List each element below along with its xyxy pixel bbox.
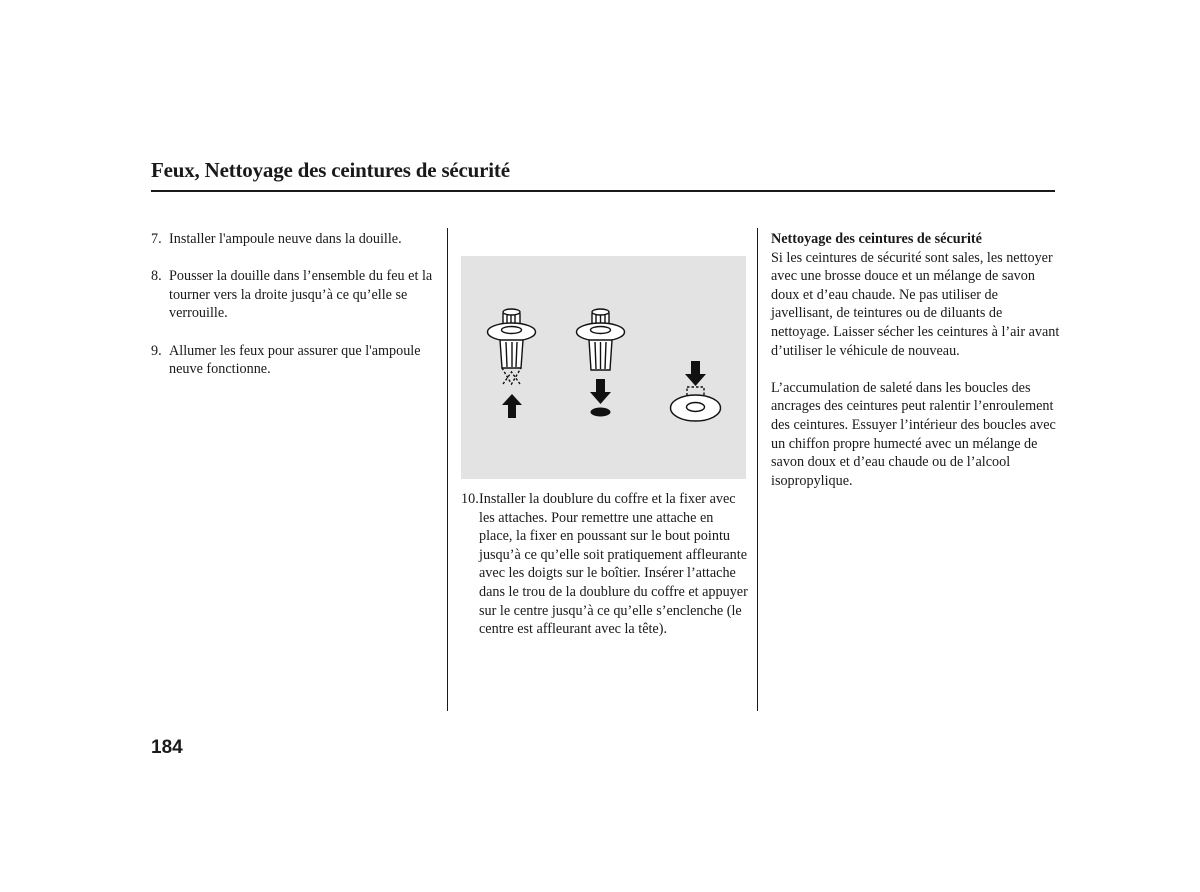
step-text: Pousser la douille dans l’ensemble du feu et la tourner vers la droite jusqu’à ce qu’elle se verrouille.: [169, 268, 433, 322]
step-number: 8.: [151, 268, 162, 285]
page-title: Feux, Nettoyage des ceintures de sécurité: [151, 158, 510, 182]
trim-hole-illustration: [671, 387, 721, 421]
arrow-up-icon: [502, 394, 522, 418]
section-heading: Nettoyage des ceintures de sécurité: [771, 231, 982, 247]
column-divider-right: [757, 228, 758, 711]
page-number: 184: [151, 737, 183, 758]
clip-installation-figure: [461, 256, 746, 479]
step-10: [461, 490, 748, 639]
arrow-down-icon: [685, 361, 706, 386]
clip-push-tip-illustration: [488, 309, 536, 384]
step-item: [151, 267, 436, 323]
step-number: 10.: [461, 491, 479, 507]
step-number: 9.: [151, 342, 162, 359]
step-item: [151, 230, 436, 249]
arrow-down-icon: [590, 379, 611, 404]
clip-flush-illustration: [577, 309, 625, 370]
column-divider-left: [447, 228, 448, 711]
title-rule: [151, 190, 1055, 192]
paragraph: Si les ceintures de sécurité sont sales, les nettoyer avec une brosse douce et un mélange de savon doux et d’eau chaude. Ne pas utiliser de javellisant, de teintures ou de diluants de nettoyage. Laisser sécher les ceintures à l’air avant d’utiliser le véhicule de nouveau.: [771, 249, 1060, 359]
step-number: 7.: [151, 231, 162, 247]
left-column-steps: [151, 230, 436, 397]
right-column: [771, 230, 1061, 509]
paragraph: L’accumulation de saleté dans les boucles des ancrages des ceintures peut ralentir l’enroulement des ceintures. Essuyer l’intérieur des boucles avec un chiffon propre humecté avec un mélange de savon doux et d’eau chaude ou de l’alcool isopropylique.: [771, 379, 1056, 489]
step-text: Installer la doublure du coffre et la fixer avec les attaches. Pour remettre une attache en place, la fixer en poussant sur le bout pointu jusqu’à ce qu’elle soit pratiquement affleurante avec les doigts sur le boîtier. Insérer l’attache dans le trou de la doublure du coffre et appuyer sur le centre jusqu’à ce qu’elle s’enclenche (le centre est affleurant avec la tête).: [479, 491, 748, 638]
step-item: [151, 342, 436, 379]
step-text: Allumer les feux pour assurer que l'ampoule neuve fonctionne.: [169, 342, 421, 378]
clip-tip-ellipse: [591, 408, 611, 417]
step-text: Installer l'ampoule neuve dans la douille.: [169, 231, 402, 247]
